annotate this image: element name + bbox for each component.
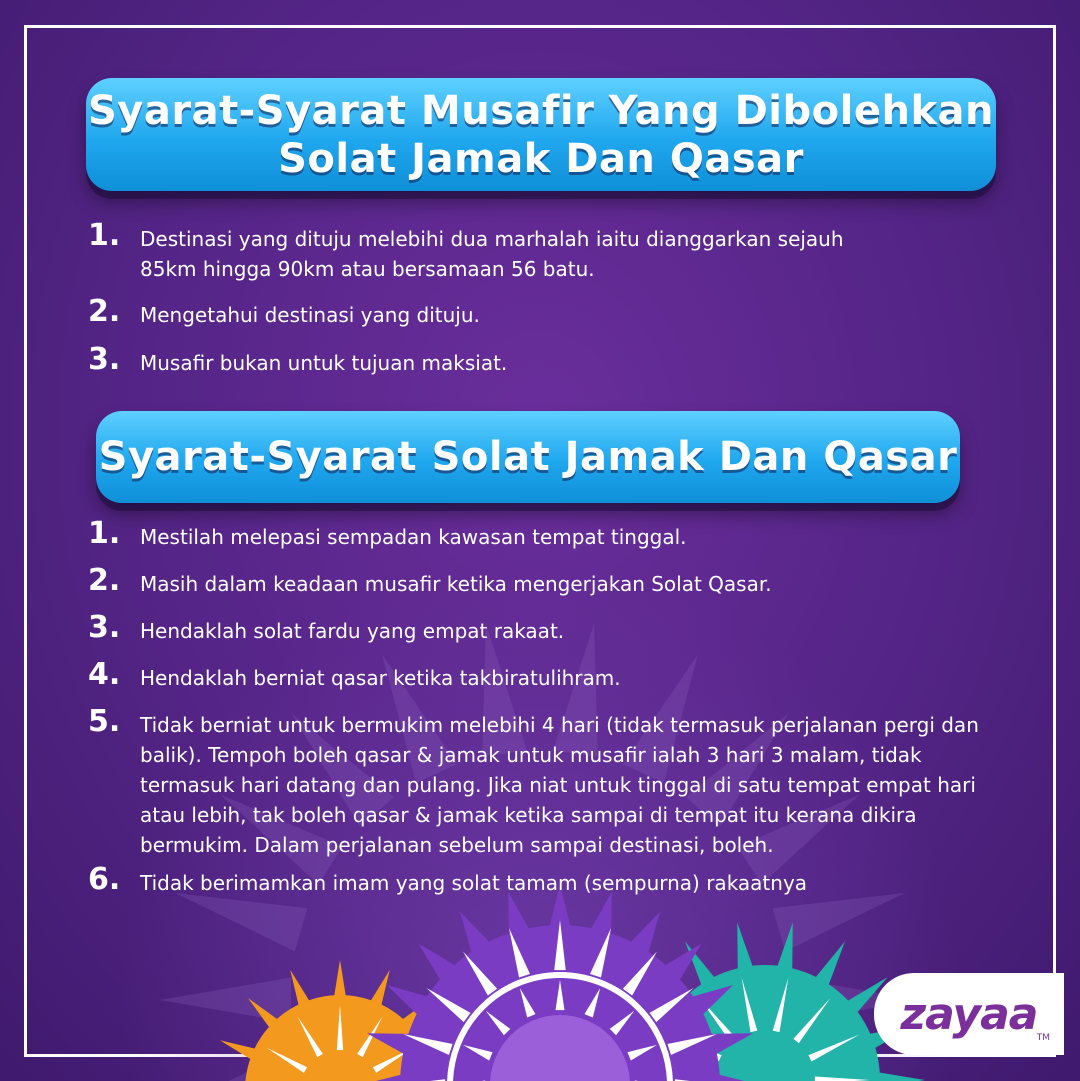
item-text: Mestilah melepasi sempadan kawasan tempat tinggal.: [140, 525, 687, 549]
list-item: [88, 704, 1000, 860]
item-text: Tidak berimamkan imam yang solat tamam (sempurna) rakaatnya: [140, 871, 808, 895]
trademark-mark: TM: [1036, 1033, 1050, 1043]
item-number: 6.: [88, 862, 121, 897]
item-number: 5.: [88, 704, 121, 739]
list-item: [88, 657, 1000, 693]
list-item: [88, 862, 1000, 898]
section1-title-line1: Syarat-Syarat Musafir Yang Dibolehkan: [87, 87, 995, 134]
item-text: Hendaklah solat fardu yang empat rakaat.: [140, 619, 565, 643]
section1-title-banner: [86, 78, 996, 191]
list-item: [88, 563, 1000, 599]
zayaa-logo: [874, 973, 1064, 1055]
item-number: 4.: [88, 657, 121, 692]
list-item: [88, 218, 880, 284]
logo-text: zayaa: [900, 988, 1038, 1040]
list-item: [88, 294, 880, 330]
item-number: 1.: [88, 516, 121, 551]
item-number: 3.: [88, 610, 121, 645]
item-text: Mengetahui destinasi yang dituju.: [140, 303, 480, 327]
item-text: Destinasi yang dituju melebihi dua marhalah iaitu dianggarkan sejauh 85km hingga 90km atau bersamaan 56 batu.: [140, 227, 844, 281]
item-text: Tidak berniat untuk bermukim melebihi 4 hari (tidak termasuk perjalanan pergi dan balik). Tempoh boleh qasar & jamak untuk musafir ialah 3 hari 3 malam, tidak termasuk hari datang dan pulang. Jika niat untuk tinggal di satu tempat empat hari atau lebih, tak boleh qasar & jamak ketika sampai di tempat itu kerana dikira bermukim. Dalam perjalanan sebelum sampai destinasi, boleh.: [140, 713, 979, 857]
item-number: 1.: [88, 218, 121, 253]
section2-title-banner: [96, 411, 960, 503]
item-number: 3.: [88, 342, 121, 377]
list-item: [88, 516, 1000, 552]
item-text: Hendaklah berniat qasar ketika takbiratulihram.: [140, 666, 621, 690]
item-number: 2.: [88, 294, 121, 329]
section1-list: [88, 218, 880, 378]
item-text: Masih dalam keadaan musafir ketika mengerjakan Solat Qasar.: [140, 572, 772, 596]
list-item: [88, 342, 880, 378]
list-item: [88, 610, 1000, 646]
section2-title: Syarat-Syarat Solat Jamak Dan Qasar: [98, 434, 958, 480]
item-number: 2.: [88, 563, 121, 598]
item-text: Musafir bukan untuk tujuan maksiat.: [140, 351, 508, 375]
section2-list: [88, 516, 1000, 898]
section1-title-line2: Solat Jamak Dan Qasar: [278, 135, 804, 182]
